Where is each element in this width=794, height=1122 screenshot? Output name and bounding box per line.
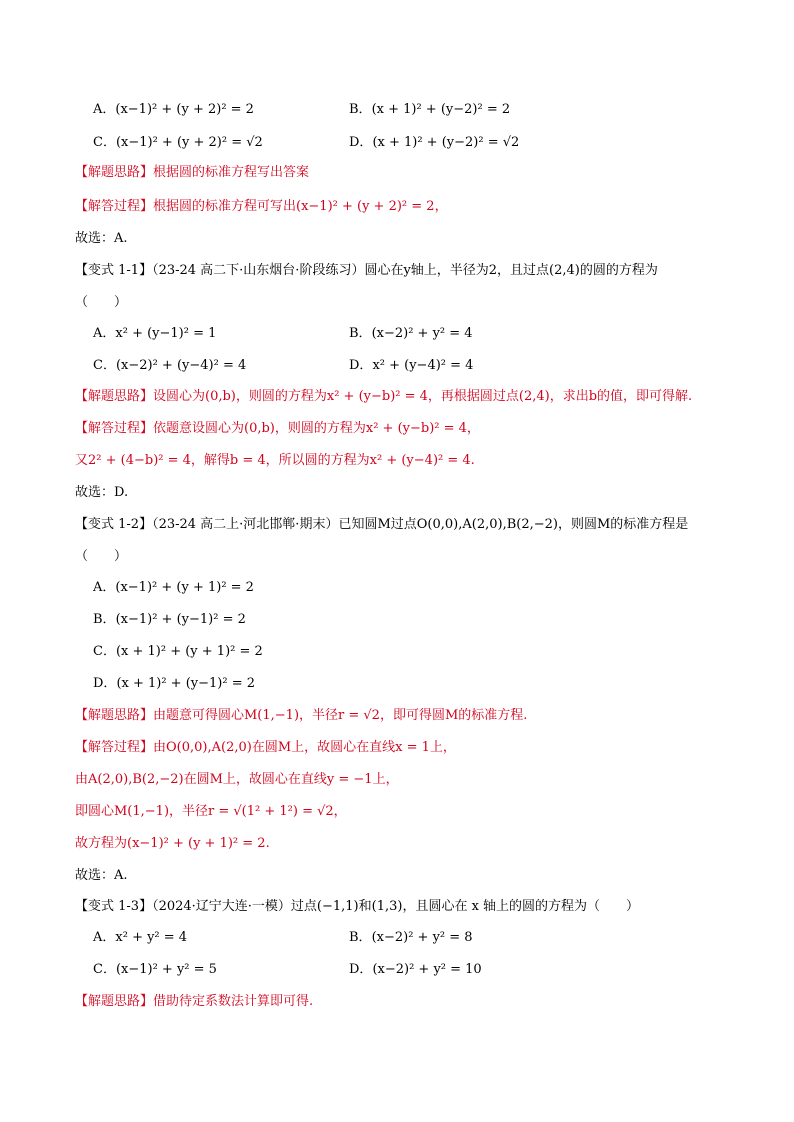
answer-paren: （ ） bbox=[75, 549, 128, 564]
question-text: 【变式 1-2】（23-24 高二上·河北邯郸·期末）已知圆M过点O(0,0),A(2,0),B(2,−2)，则圆M的标准方程是 bbox=[75, 517, 689, 532]
solution-thinking: 【解题思路】借助待定系数法计算即可得. bbox=[75, 994, 314, 1009]
option-label: A． bbox=[93, 326, 116, 341]
option-a bbox=[93, 100, 254, 120]
option-label: C． bbox=[93, 358, 116, 373]
option-text: x² + (y−1)² = 1 bbox=[115, 326, 217, 341]
option-c bbox=[93, 356, 246, 376]
question-text: 【变式 1-3】（2024·辽宁大连·一模）过点(−1,1)和(1,3)，且圆心在 x 轴上的圆的方程为（ ） bbox=[75, 899, 640, 914]
option-d bbox=[349, 356, 473, 376]
option-label: D． bbox=[349, 358, 373, 373]
option-text: (x−1)² + (y + 2)² = √2 bbox=[115, 135, 263, 150]
option-text: (x + 1)² + (y−1)² = 2 bbox=[116, 676, 256, 691]
option-label: D． bbox=[349, 135, 373, 150]
option-b bbox=[349, 324, 473, 344]
solution-thinking: 【解题思路】由题意可得圆心M(1,−1)，半径r = √2，即可得圆M的标准方程. bbox=[75, 708, 528, 723]
option-c bbox=[93, 133, 263, 153]
option-text: (x + 1)² + (y−2)² = √2 bbox=[372, 135, 520, 150]
solution-process: 【解答过程】依题意设圆心为(0,b)，则圆的方程为x² + (y−b)² = 4， bbox=[75, 421, 480, 436]
option-label: D． bbox=[349, 962, 373, 977]
option-d bbox=[93, 674, 255, 694]
solution-thinking: 【解题思路】根据圆的标准方程写出答案 bbox=[75, 165, 310, 180]
solution-process: 故方程为(x−1)² + (y + 1)² = 2. bbox=[75, 836, 270, 851]
option-label: B． bbox=[349, 102, 372, 117]
option-d bbox=[349, 133, 519, 153]
answer-line: 故选：D. bbox=[75, 485, 129, 500]
option-label: C． bbox=[93, 644, 116, 659]
option-text: (x−2)² + y² = 8 bbox=[371, 930, 473, 945]
option-text: (x−2)² + (y−4)² = 4 bbox=[115, 358, 247, 373]
option-text: (x + 1)² + (y−2)² = 2 bbox=[371, 102, 511, 117]
solution-process: 即圆心M(1,−1)，半径r = √(1² + 1²) = √2， bbox=[75, 804, 347, 819]
option-text: (x−1)² + (y + 2)² = 2 bbox=[115, 102, 254, 117]
option-label: A． bbox=[93, 580, 116, 595]
option-b bbox=[93, 610, 246, 630]
option-label: A． bbox=[93, 102, 116, 117]
option-text: x² + (y−4)² = 4 bbox=[372, 358, 474, 373]
option-a bbox=[93, 578, 254, 598]
option-text: (x−1)² + y² = 5 bbox=[115, 962, 217, 977]
answer-paren: （ ） bbox=[75, 295, 128, 310]
option-c bbox=[93, 642, 263, 662]
solution-thinking: 【解题思路】设圆心为(0,b)，则圆的方程为x² + (y−b)² = 4，再根据圆过点(2,4)，求出b的值，即可得解. bbox=[75, 389, 693, 404]
option-a bbox=[93, 324, 216, 344]
solution-process: 【解答过程】由O(0,0),A(2,0)在圆M上，故圆心在直线x = 1上， bbox=[75, 740, 456, 755]
option-text: (x + 1)² + (y + 1)² = 2 bbox=[115, 644, 263, 659]
option-text: (x−2)² + y² = 10 bbox=[372, 962, 482, 977]
option-d bbox=[349, 960, 482, 980]
option-label: C． bbox=[93, 135, 116, 150]
solution-process: 又2² + (4−b)² = 4，解得b = 4，所以圆的方程为x² + (y−4)² = 4. bbox=[75, 453, 475, 468]
option-b bbox=[349, 928, 473, 948]
option-label: C． bbox=[93, 962, 116, 977]
solution-process: 由A(2,0),B(2,−2)在圆M上，故圆心在直线y = −1上， bbox=[75, 772, 399, 787]
answer-line: 故选：A. bbox=[75, 868, 128, 883]
option-text: (x−1)² + (y−1)² = 2 bbox=[115, 612, 246, 627]
option-text: (x−2)² + y² = 4 bbox=[371, 326, 473, 341]
option-label: D． bbox=[93, 676, 117, 691]
option-label: B． bbox=[349, 326, 372, 341]
option-text: (x−1)² + (y + 1)² = 2 bbox=[115, 580, 254, 595]
solution-process: 【解答过程】根据圆的标准方程可写出(x−1)² + (y + 2)² = 2， bbox=[75, 199, 448, 214]
answer-line: 故选：A. bbox=[75, 231, 128, 246]
option-label: B． bbox=[93, 612, 116, 627]
option-a bbox=[93, 928, 187, 948]
option-label: A． bbox=[93, 930, 116, 945]
question-text: 【变式 1-1】（23-24 高二下·山东烟台·阶段练习）圆心在y轴上，半径为2，且过点(2,4)的圆的方程为 bbox=[75, 263, 658, 278]
option-text: x² + y² = 4 bbox=[115, 930, 188, 945]
option-c bbox=[93, 960, 217, 980]
option-label: B． bbox=[349, 930, 372, 945]
option-b bbox=[349, 100, 510, 120]
